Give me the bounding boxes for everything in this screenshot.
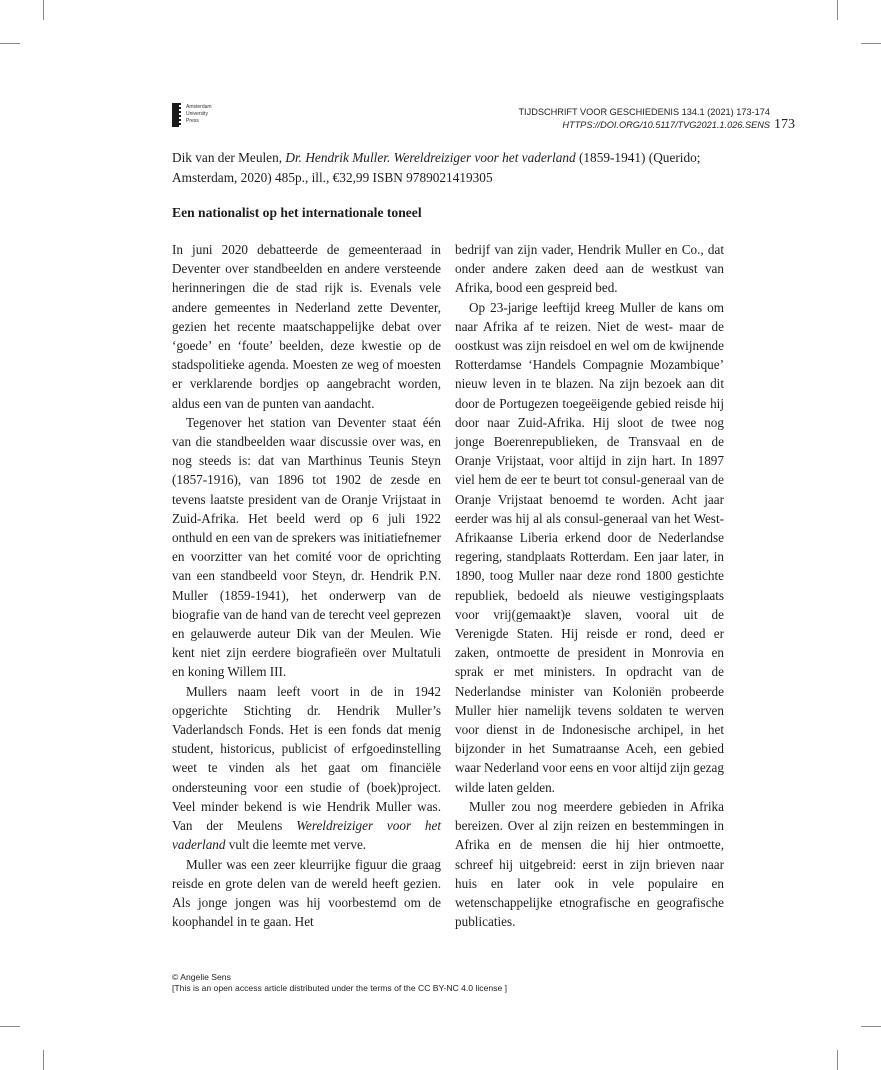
crop-mark [861, 1026, 881, 1027]
license-note: [This is an open access article distributed under the terms of the CC BY-NC 4.0 license ] [172, 983, 507, 993]
crop-mark [0, 43, 20, 44]
paragraph: Mullers naam leeft voort in de in 1942 opgerichte Stichting dr. Hendrik Muller’s Vaderlandsch Fonds. Het is een fonds dat menig student, historicus, publicist of erfgoedinstelling weet te vinden als het gaat om financiële ondersteuning voor een studie of (boek)project. Veel minder bekend is wie Hendrik Muller was. Van der Meulens Wereldreiziger voor het vaderland vult die leemte met verve. [172, 683, 441, 853]
citation-details: (1859-1941) (Querido; Amsterdam, 2020) 485p., ill., €32,99 ISBN 9789021419305 [172, 150, 701, 185]
journal-citation: TIJDSCHRIFT VOOR GESCHIEDENIS 134.1 (2021) 173-174 [518, 107, 770, 117]
doi-link[interactable]: HTTPS://DOI.ORG/10.5117/TVG2021.1.026.SENS [562, 120, 770, 130]
crop-mark [861, 43, 881, 44]
publisher-logo [172, 103, 232, 127]
citation-author: Dik van der Meulen, [172, 150, 286, 165]
book-citation [172, 148, 712, 188]
paragraph: bedrijf van zijn vader, Hendrik Muller en Co., dat onder andere zaken deed aan de westkust van Afrika, bood een gespreid bed. [455, 242, 724, 296]
page-number: 173 [774, 117, 795, 132]
text-column-left [172, 240, 441, 931]
page-footer [172, 972, 507, 994]
running-header [518, 106, 770, 132]
citation-title: Dr. Hendrik Muller. Wereldreiziger voor het vaderland [285, 150, 576, 165]
paragraph: Muller was een zeer kleurrijke figuur die graag reisde en grote delen van de wereld heeft gezien. Als jonge jongen was hij voorbestemd om de koophandel in te gaan. Het [172, 856, 441, 930]
copyright: © Angelie Sens [172, 972, 231, 982]
text-column-right [455, 240, 724, 931]
crop-mark [43, 1050, 44, 1070]
book-title-italic: Wereldreiziger voor het vaderland [172, 818, 441, 853]
paragraph: Op 23-jarige leeftijd kreeg Muller de kans om naar Afrika af te reizen. Niet de west- maar de oostkust was zijn reisdoel en wel om de kwijnende Rotterdamse ‘Handels Compagnie Mozambique’ nieuw leven in te blazen. Na zijn bezoek aan dit door de Portugezen toegeëigende gebied reisde hij door naar Zuid-Afrika. Hij sloot de twee nog jonge Boerenrepublieken, de Transvaal en de Oranje Vrijstaat, voor altijd in zijn hart. In 1897 viel hem de eer te beurt tot consul-generaal van de Oranje Vrijstaat benoemd te worden. Acht jaar eerder was hij al als consul-generaal van het West-Afrikaanse Liberia erkend door de Nederlandse regering, standplaats Rotterdam. Een jaar later, in 1890, toog Muller naar deze rond 1800 gestichte republiek, bedoeld als nieuwe vestigingsplaats voor vrij(gemaakt)e slaven, vooral uit de Verenigde Staten. Hij reisde er rond, deed er zaken, ontmoette de president in Monrovia en sprak er met ministers. In opdracht van de Nederlandse minister van Koloniën probeerde Muller hier namelijk tevens soldaten te werven voor dienst in de Indonesische archipel, in het bijzonder in het Sumatraanse Aceh, een gebied waar Nederland voor eens en voor altijd zijn gezag wilde laten gelden. [455, 299, 724, 795]
logo-bar-icon [172, 103, 179, 127]
paragraph: In juni 2020 debatteerde de gemeenteraad in Deventer over standbeelden en andere versteende herinneringen die de stad rijk is. Evenals vele andere gemeentes in Nederland zette Deventer, gezien het recente maatschappelijke debat over ‘goede’ en ‘foute’ beelden, deze kwestie op de stadspolitieke agenda. Moesten ze weg of moesten er verklarende bordjes op aangebracht worden, aldus een van de punten van aandacht. [172, 242, 441, 411]
paragraph: Tegenover het station van Deventer staat één van die standbeelden waar discussie over was, en nog steeds is: dat van Marthinus Teunis Steyn (1857-1916), van 1896 tot 1902 de zesde en tevens laatste president van de Oranje Vrijstaat in Zuid-Afrika. Het beeld werd op 6 juli 1922 onthuld en een van de sprekers was initiatiefnemer en voorzitter van het comité voor de oprichting van een standbeeld voor Steyn, dr. Hendrik P.N. Muller (1859-1941), het onderwerp van de biografie van de hand van de terecht veel geprezen en gelauwerde auteur Dik van der Meulen. Wie kent niet zijn eerdere biografieën over Multatuli en koning Willem III. [172, 414, 441, 680]
crop-mark [0, 1026, 20, 1027]
paragraph: Muller zou nog meerdere gebieden in Afrika bereizen. Over al zijn reizen en bestemmingen in Afrika en de mensen die hij hier ontmoette, schreef hij uitgebreid: eerst in zijn brieven naar huis en later ook in vele populaire en wetenschappelijke etnografische en geografische publicaties. [455, 798, 724, 930]
logo-text: Amsterdam University Press [186, 104, 212, 124]
crop-mark [43, 0, 44, 20]
crop-mark [837, 0, 838, 20]
article-heading: Een nationalist op het internationale toneel [172, 205, 422, 220]
crop-mark [837, 1050, 838, 1070]
logo-teeth-icon [179, 103, 181, 127]
